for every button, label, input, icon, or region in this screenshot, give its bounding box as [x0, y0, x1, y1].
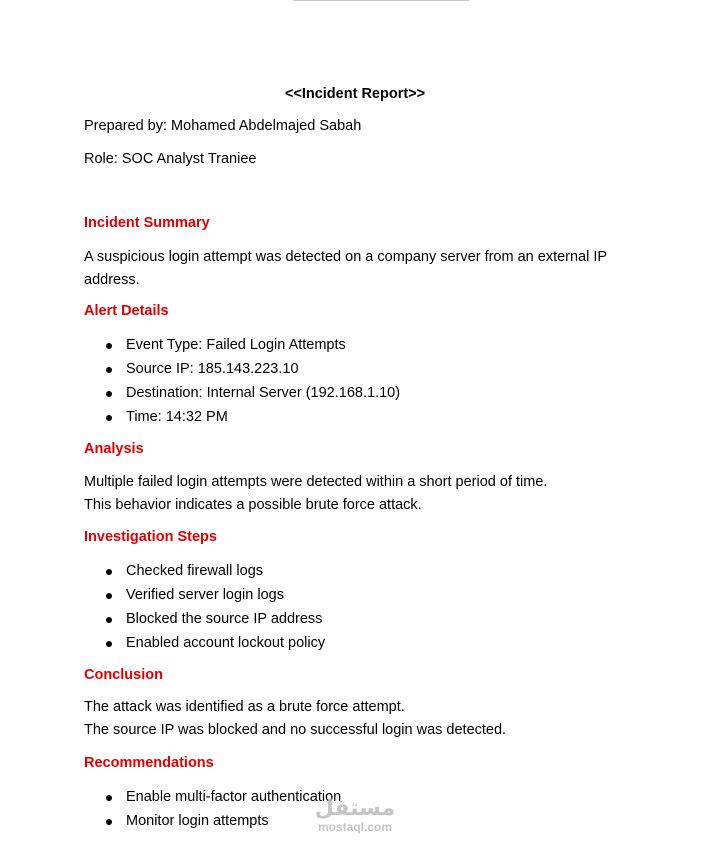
summary-line: address. [84, 272, 140, 288]
heading-investigation-steps: Investigation Steps [84, 529, 217, 545]
analysis-paragraph [84, 471, 644, 517]
investigation-steps-list [84, 559, 325, 655]
summary-paragraph [84, 246, 644, 292]
list-item: Event Type: Failed Login Attempts [84, 333, 400, 357]
heading-analysis: Analysis [84, 441, 144, 457]
watermark-main-text: مستقل [314, 795, 396, 820]
document-title: <<Incident Report>> [284, 86, 426, 102]
conclusion-paragraph [84, 696, 644, 742]
alert-details-list [84, 333, 400, 429]
analysis-line: This behavior indicates a possible brute force attack. [84, 497, 422, 513]
role: Role: SOC Analyst Traniee [84, 151, 257, 167]
list-item: Destination: Internal Server (192.168.1.10) [84, 381, 400, 405]
heading-incident-summary: Incident Summary [84, 215, 210, 231]
watermark-sub-text: mostaql.com [317, 820, 392, 834]
list-item: Enable multi-factor authentication [84, 785, 341, 809]
conclusion-line: The source IP was blocked and no successful login was detected. [84, 722, 507, 738]
heading-recommendations: Recommendations [84, 755, 214, 771]
heading-conclusion: Conclusion [84, 667, 163, 683]
list-item: Blocked the source IP address [84, 607, 325, 631]
recommendations-list [84, 785, 341, 833]
list-item: Enabled account lockout policy [84, 631, 325, 655]
list-item: Verified server login logs [84, 583, 325, 607]
analysis-line: Multiple failed login attempts were detected within a short period of time. [84, 474, 548, 490]
list-item: Time: 14:32 PM [84, 405, 400, 429]
prepared-by: Prepared by: Mohamed Abdelmajed Sabah [84, 118, 362, 134]
heading-alert-details: Alert Details [84, 303, 169, 319]
list-item: Monitor login attempts [84, 809, 341, 833]
list-item: Checked firewall logs [84, 559, 325, 583]
summary-line: A suspicious login attempt was detected on a company server from an external IP [84, 249, 608, 265]
list-item: Source IP: 185.143.223.10 [84, 357, 400, 381]
conclusion-line: The attack was identified as a brute force attempt. [84, 699, 405, 715]
mostaql-watermark-logo [310, 796, 400, 836]
